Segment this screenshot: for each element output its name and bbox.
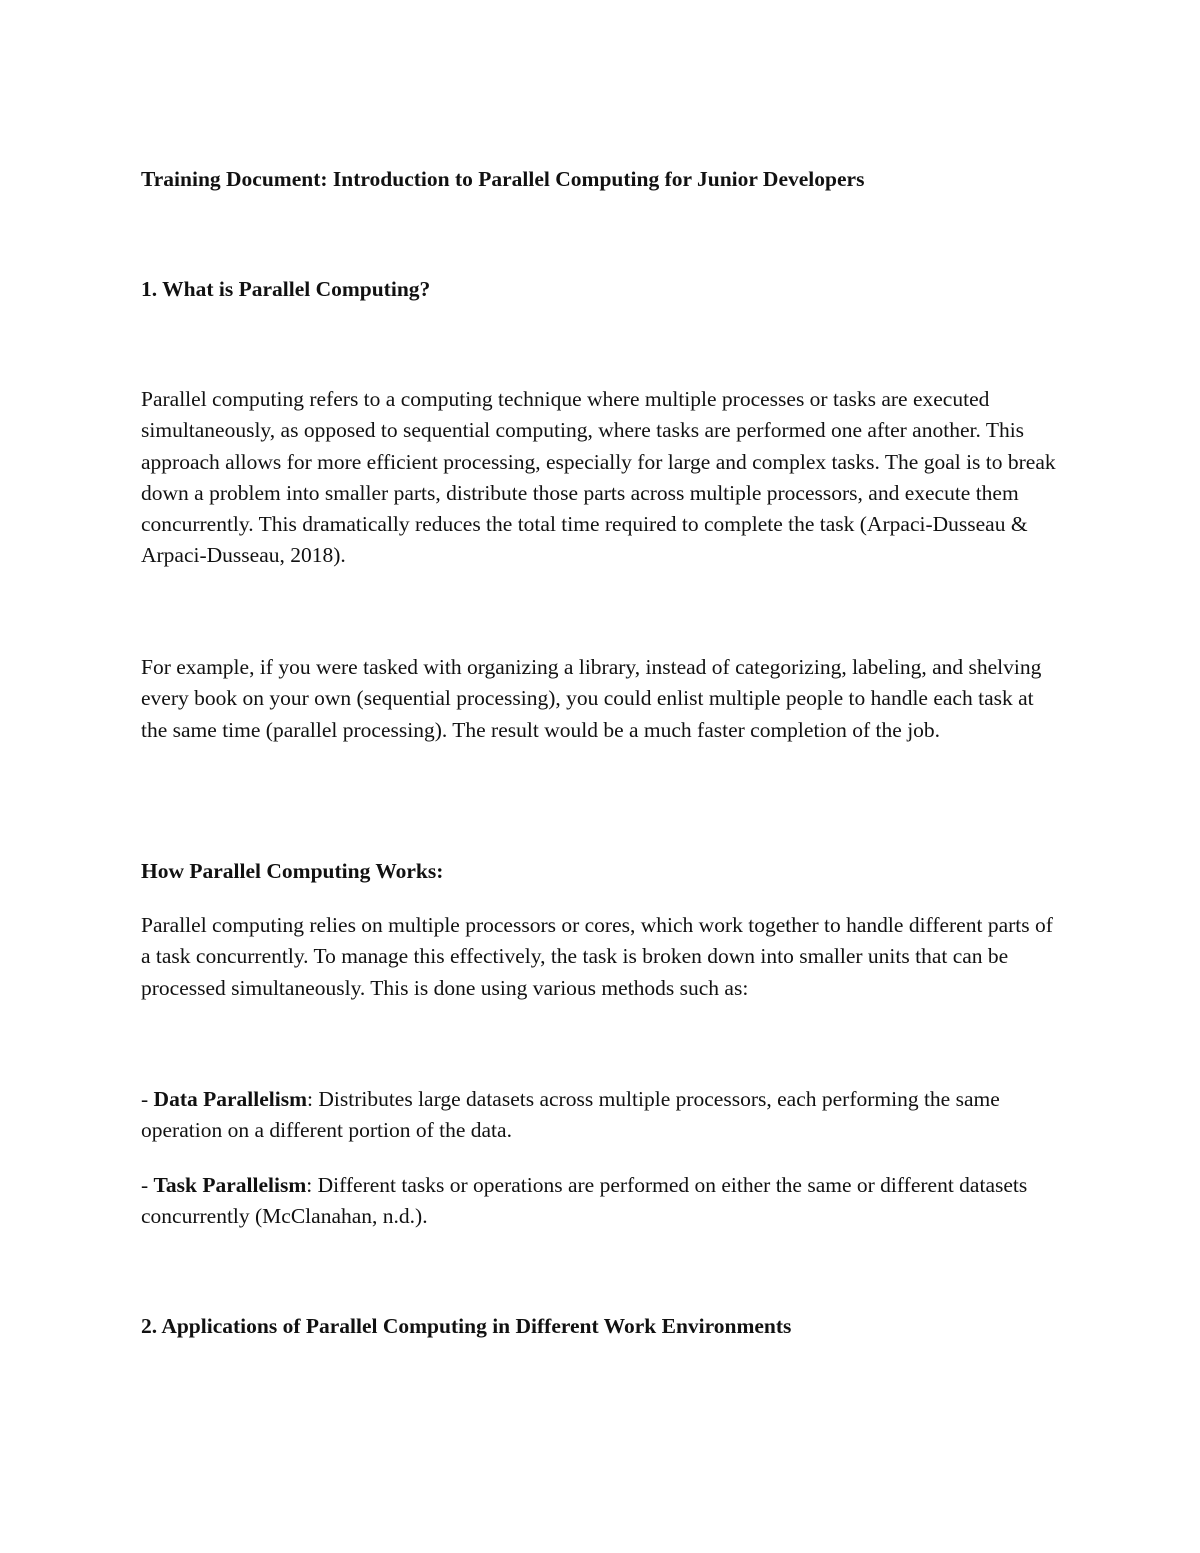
bullet-prefix: - [141, 1173, 154, 1197]
bullet-text: : Distributes large datasets across multiple processors, each performing the same operation on a different portion of the data. [141, 1087, 1000, 1143]
bullet-text: : Different tasks or operations are performed on either the same or different datasets concurrently (McClanahan, n.d.). [141, 1173, 1028, 1229]
section-2-heading: 2. Applications of Parallel Computing in Different Work Environments [141, 1314, 792, 1338]
bullet-prefix: - [141, 1087, 154, 1111]
bullet-term: Task Parallelism [153, 1173, 307, 1197]
bullet-data-parallelism [141, 1084, 1061, 1147]
section-1-paragraph-1: Parallel computing refers to a computing technique where multiple processes or tasks are executed simultaneously, as opposed to sequential computing, where tasks are performed one after another. This approach allows for more efficient processing, especially for large and complex tasks. The goal is to break down a problem into smaller parts, distribute those parts across multiple processors, and execute them concurrently. This dramatically reduces the total time required to complete the task (Arpaci-Dusseau & Arpaci-Dusseau, 2018). [141, 387, 1056, 568]
how-it-works-paragraph: Parallel computing relies on multiple processors or cores, which work together to handle different parts of a task concurrently. To manage this effectively, the task is broken down into smaller units that can be processed simultaneously. This is done using various methods such as: [141, 913, 1053, 1000]
document-title: Training Document: Introduction to Parallel Computing for Junior Developers [141, 167, 865, 191]
bullet-task-parallelism [141, 1170, 1061, 1233]
bullet-term: Data Parallelism [153, 1087, 307, 1111]
section-1-paragraph-2: For example, if you were tasked with organizing a library, instead of categorizing, labeling, and shelving every book on your own (sequential processing), you could enlist multiple people to handle each task at the same time (parallel processing). The result would be a much faster completion of the job. [141, 655, 1042, 742]
how-it-works-heading: How Parallel Computing Works: [141, 859, 444, 883]
section-1-heading: 1. What is Parallel Computing? [141, 277, 431, 301]
